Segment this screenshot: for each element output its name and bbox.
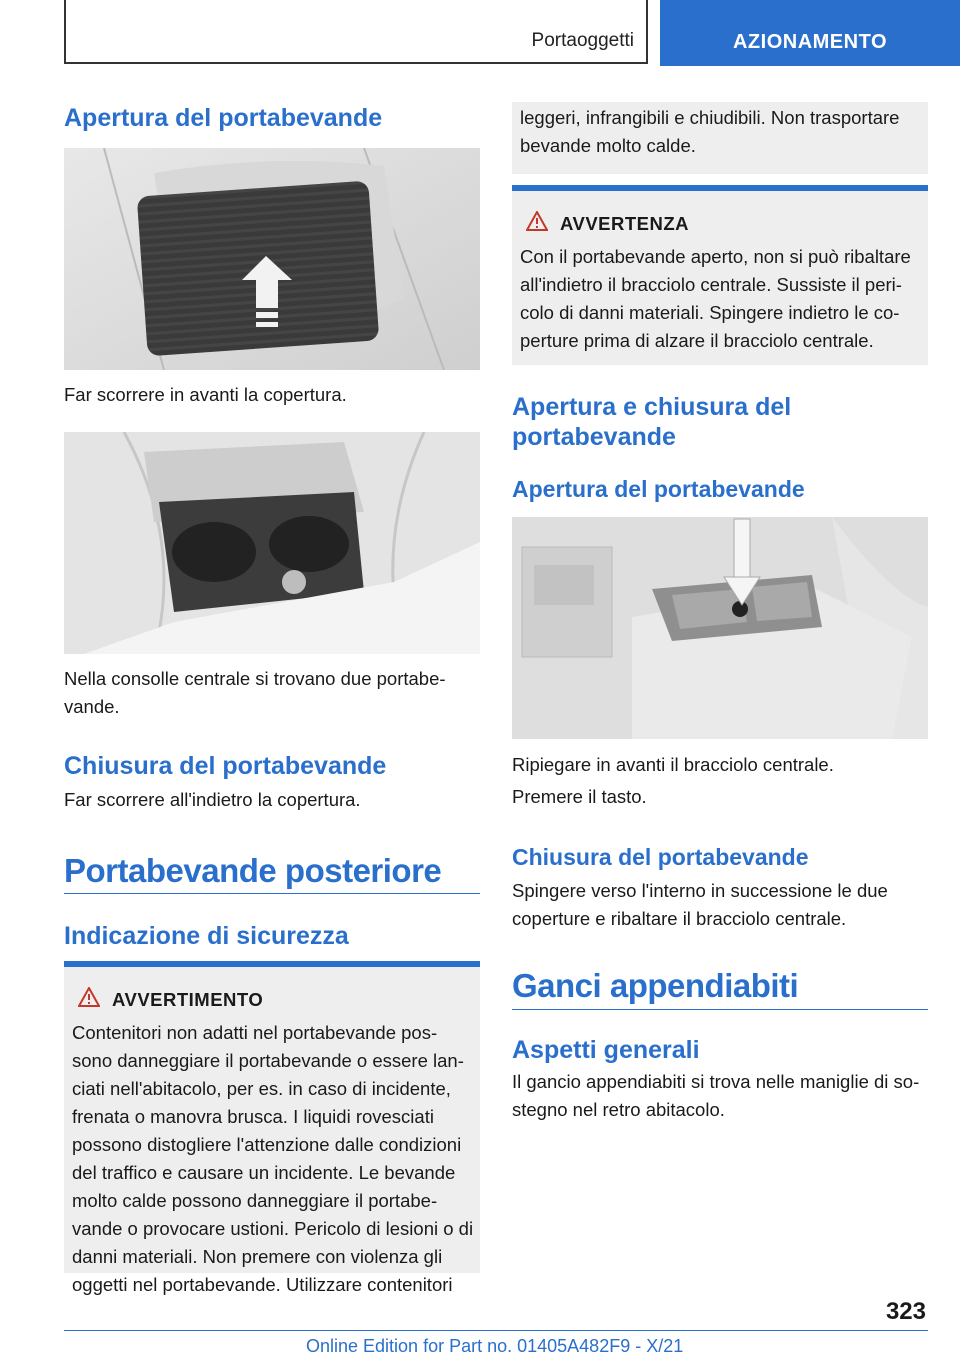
heading-rule-hooks bbox=[512, 1009, 928, 1010]
image-rear-armrest bbox=[512, 517, 928, 739]
heading-rule bbox=[64, 893, 480, 894]
image-two-cupholders bbox=[64, 432, 480, 654]
section-title: Portaoggetti bbox=[531, 30, 634, 51]
page-number: 323 bbox=[885, 1298, 926, 1325]
header-chapter-tab bbox=[660, 0, 960, 66]
heading-safety: Indicazione di sicurezza bbox=[64, 922, 349, 950]
warning-text: Contenitori non adatti nel portabevande pos-sono danneggiare il portabevande o essere lan-ciati nell'abitacolo, per es. in caso di incidente, frenata o manovra brusca. I liquidi rovesciati possono distogliere l'attenzione dalle condizioni del traffico e causare un incidente. Le bevande molto calde possono danneggiare il portabe-vande o provocare ustioni. Pericolo di lesioni o di danni materiali. Non premere con violenza gli oggetti nel portabevande. Utilizzare contenitori bbox=[72, 1022, 474, 1295]
heading-general: Aspetti generali bbox=[512, 1036, 700, 1064]
step-press-button: Premere il tasto. bbox=[512, 786, 647, 807]
caution-triangle-icon bbox=[526, 211, 548, 236]
heading-closing: Chiusura del portabevande bbox=[64, 752, 387, 780]
warning-bar bbox=[64, 961, 480, 967]
heading-coat-hooks: Ganci appendiabiti bbox=[512, 967, 799, 1004]
caution-box bbox=[512, 185, 928, 365]
footer-rule bbox=[64, 1330, 928, 1331]
caution-title: AVVERTENZA bbox=[560, 213, 690, 234]
step-fold-armrest: Ripiegare in avanti il bracciolo centrale. bbox=[512, 754, 834, 775]
subheading-opening: Apertura del portabevande bbox=[512, 476, 805, 502]
caution-text: Con il portabevande aperto, non si può ribaltare all'indietro il bracciolo centrale. Sussiste il peri-colo di danni materiali. Spingere indietro le co-perture prima di alzare il bracciolo centrale. bbox=[520, 246, 911, 351]
closing-instructions: Spingere verso l'interno in successione le due coperture e ribaltare il bracciolo centrale. bbox=[512, 880, 888, 929]
caption-two-cupholders: Nella consolle centrale si trovano due portabe-vande. bbox=[64, 668, 446, 717]
subheading-closing: Chiusura del portabevande bbox=[512, 844, 809, 870]
heading-opening: Apertura del portabevande bbox=[64, 104, 383, 132]
image-cupholder-cover bbox=[64, 148, 480, 370]
warning-box bbox=[64, 961, 480, 1295]
chapter-title: AZIONAMENTO bbox=[732, 31, 887, 53]
caption-slide-cover: Far scorrere in avanti la copertura. bbox=[64, 384, 347, 405]
heading-open-close: Apertura e chiusura del portabevande bbox=[512, 393, 792, 451]
heading-rear-cupholders: Portabevande posteriore bbox=[64, 852, 442, 889]
general-text: Il gancio appendiabiti si trova nelle maniglie di so-stegno nel retro abitacolo. bbox=[512, 1071, 920, 1120]
warning-continued-box bbox=[512, 102, 928, 174]
warning-title: AVVERTIMENTO bbox=[112, 989, 264, 1010]
caution-bar bbox=[512, 185, 928, 191]
header-section-tab bbox=[64, 0, 648, 64]
closing-text: Far scorrere all'indietro la copertura. bbox=[64, 789, 361, 810]
edition-note: Online Edition for Part no. 01405A482F9 - X/21 bbox=[306, 1336, 684, 1356]
warning-triangle-icon bbox=[78, 987, 100, 1012]
warning-continued-text: leggeri, infrangibili e chiudibili. Non trasportare bevande molto calde. bbox=[520, 107, 900, 156]
